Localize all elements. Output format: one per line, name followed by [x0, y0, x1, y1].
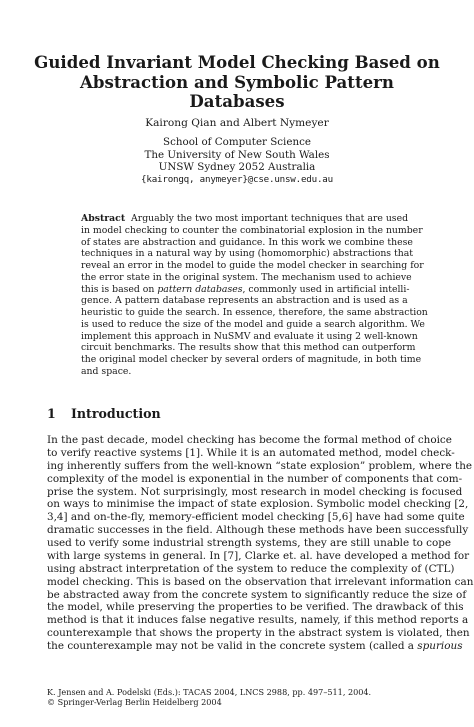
- body-paragraph: [47, 434, 474, 653]
- abstract-line: in model checking to counter the combinatorial explosion in the number: [81, 224, 423, 236]
- abstract-line: and space.: [81, 365, 132, 377]
- copyright-line: © Springer-Verlag Berlin Heidelberg 2004: [47, 696, 222, 707]
- affiliation: [0, 136, 474, 186]
- section-number: 1: [47, 406, 56, 421]
- section-title: Introduction: [71, 406, 161, 421]
- body-line: ing inherently suffers from the well-known “state explosion” problem, where the: [47, 459, 473, 472]
- abstract-line: this is based on pattern databases, commonly used in artificial intelli-: [81, 283, 410, 295]
- abstract-line: gence. A pattern database represents an abstraction and is used as a: [81, 295, 408, 307]
- abstract-line: implement this approach in NuSMV and evaluate it using 2 well-known: [81, 330, 418, 342]
- abstract-label: Abstract: [81, 213, 126, 224]
- affiliation-school: School of Computer Science: [163, 136, 311, 148]
- body-line: be abstracted away from the concrete system to significantly reduce the size of: [47, 588, 467, 601]
- abstract-line: of states are abstraction and guidance. In this work we combine these: [81, 236, 413, 248]
- body-line: counterexample that shows the property in the abstract system is violated, then: [47, 627, 470, 640]
- abstract-italic-term: pattern databases: [157, 283, 243, 295]
- abstract-line: the original model checker by several orders of magnitude, in both time: [81, 354, 422, 365]
- abstract-line: techniques in a natural way by using (homomorphic) abstractions that: [81, 248, 414, 260]
- body-line: with large systems in general. In [7], Clarke et. al. have developed a method for: [47, 549, 470, 562]
- abstract-line: the error state in the original system. The mechanism used to achieve: [81, 271, 412, 283]
- body-line: complexity of the model is exponential in the number of components that com-: [47, 472, 463, 485]
- body-line: dramatic successes in the field. Although these methods have been successfully: [47, 524, 469, 537]
- abstract: [81, 213, 428, 378]
- body-line: method is that it induces false negative results, namely, if this method reports a: [47, 614, 469, 627]
- body-italic-term: spurious: [417, 640, 463, 652]
- abstract-line: reveal an error in the model to guide the model checker in searching for: [81, 260, 424, 271]
- paper-title: [30, 53, 444, 112]
- body-line: model checking. This is based on the observation that irrelevant information can: [47, 575, 474, 588]
- citation-line: K. Jensen and A. Podelski (Eds.): TACAS 2004, LNCS 2988, pp. 497–511, 2004.: [47, 687, 372, 697]
- body-line: the model, while preserving the properties to be verified. The drawback of this: [47, 601, 464, 614]
- body-line: on ways to minimise the impact of state explosion. Symbolic model checking [2,: [47, 498, 469, 511]
- title-line-1: Guided Invariant Model Checking Based on: [34, 52, 440, 72]
- title-line-2: Abstraction and Symbolic Pattern Databases: [80, 71, 394, 111]
- affiliation-address: UNSW Sydney 2052 Australia: [158, 161, 316, 174]
- body-line: used to verify some industrial strength systems, they are still unable to cope: [47, 537, 452, 549]
- body-line: using abstract interpretation of the system to reduce the complexity of (CTL): [47, 562, 455, 575]
- author-list: Kairong Qian and Albert Nymeyer: [145, 117, 329, 129]
- body-line: to verify reactive systems [1]. While it is an automated method, model check-: [47, 446, 455, 459]
- body-line: 3,4] and on-the-fly, memory-efficient model checking [5,6] have had some quite: [47, 511, 465, 524]
- abstract-line: is used to reduce the size of the model and guide a search algorithm. We: [81, 318, 425, 330]
- body-line: the counterexample may not be valid in the concrete system (called a spurious: [47, 640, 463, 652]
- body-line: In the past decade, model checking has become the formal method of choice: [47, 434, 452, 446]
- affiliation-email: {kairongq, anymeyer}@cse.unsw.edu.au: [141, 173, 333, 185]
- abstract-line: heuristic to guide the search. In essence, therefore, the same abstraction: [81, 307, 428, 318]
- section-heading: [47, 406, 161, 421]
- abstract-line: circuit benchmarks. The results show that this method can outperform: [81, 342, 416, 354]
- abstract-line: Abstract Arguably the two most important techniques that are used: [81, 213, 409, 224]
- affiliation-university: The University of New South Wales: [144, 148, 330, 161]
- copyright-footnote: [47, 688, 371, 707]
- body-line: prise the system. Not surprisingly, most research in model checking is focused: [47, 485, 463, 498]
